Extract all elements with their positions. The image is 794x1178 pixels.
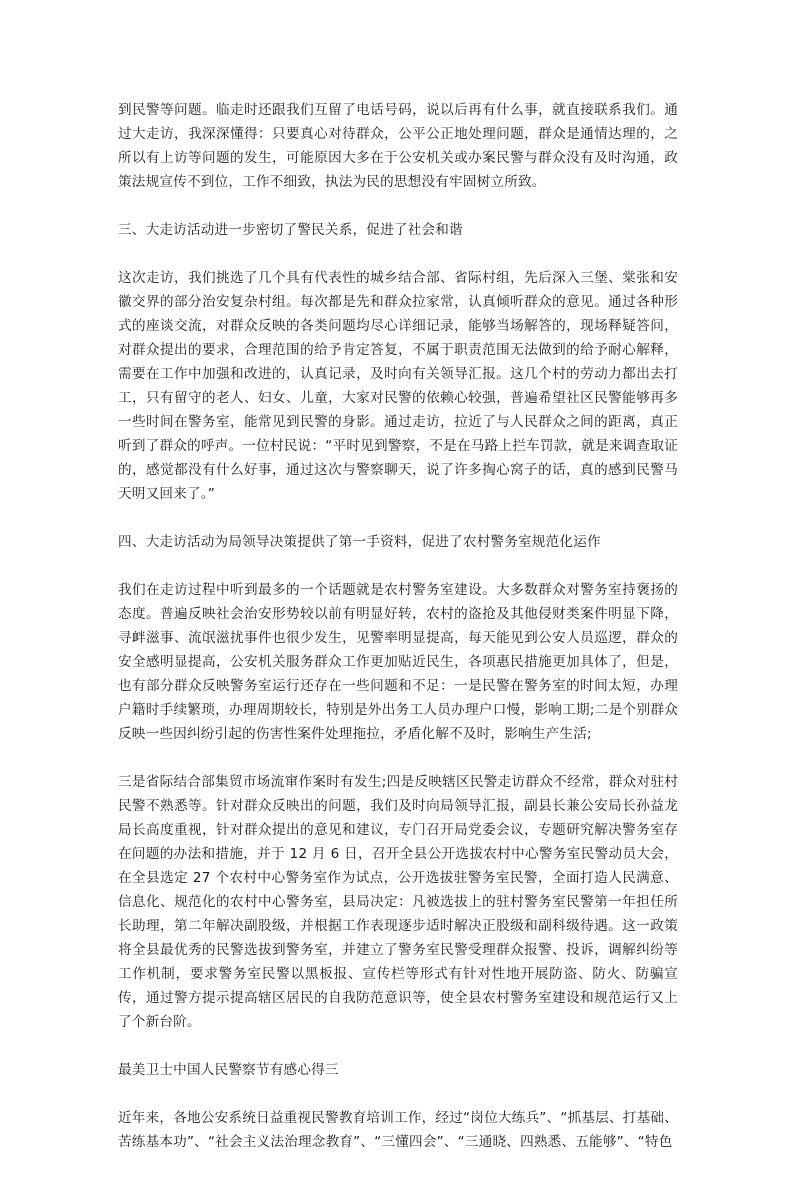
paragraph-section-four-b: 三是省际结合部集贸市场流窜作案时有发生;四是反映辖区民警走访群众不经常，群众对驻村民警不熟悉等。针对群众反映出的问题，我们及时向局领导汇报，副县长兼公安局长孙益龙局长高度重视，针对群众提出的意见和建议，专门召开局党委会议，专题研究解决警务室存在问题的办法和措施，并于 12 月 6 日，召开全县公开选拔农村中心警务室民警动员大会，在全县选定 27 个农村中心警务室作为试点，公开选拔驻警务室民警，全面打造人民满意、信息化、规范化的农村中心警务室，县局决定：凡被选拔上的驻村警务室民警第一年担任所长助理，第二年解决副股级，并根据工作表现逐步适时解决正股级和副科级待遇。这一政策将全县最优秀的民警选拔到警务室，并建立了警务室民警受理群众报警、投诉，调解纠纷等工作机制，要求警务室民警以黑板报、宣传栏等形式有针对性地开展防盗、防火、防骗宣传，通过警方提示提高辖区居民的自我防范意识等，使全县农村警务室建设和规范运行又上了个新台阶。: [118, 774, 678, 1030]
paragraph-article-three-intro: 近年来，各地公安系统日益重视民警教育培训工作，经过“岗位大练兵”、“抓基层、打基础、苦练基本功”、“社会主义法治理念教育”、“三懂四会”、“三通晓、四熟悉、五能够”、“特色: [118, 1110, 678, 1150]
paragraph-intro: 到民警等问题。临走时还跟我们互留了电话号码，说以后再有什么事，就直接联系我们。通过大走访，我深深懂得：只要真心对待群众，公平公正地处理问题，群众是通情达理的，之所以有上访等问题的发生，可能原因大多在于公安机关或办案民警与群众没有及时沟通，政策法规宣传不到位，工作不细致，执法为民的思想没有牢固树立所致。: [118, 102, 678, 190]
document-body: [118, 98, 678, 1178]
section-heading-four: 四、大走访活动为局领导决策提供了第一手资料，促进了农村警务室规范化运作: [118, 534, 601, 550]
paragraph-section-three: 这次走访，我们挑选了几个具有代表性的城乡结合部、省际村组，先后深入三堡、棠张和安徽交界的部分治安复杂村组。每次都是先和群众拉家常，认真倾听群众的意见。通过各种形式的座谈交流，对群众反映的各类问题均尽心详细记录，能够当场解答的，现场释疑答问，对群众提出的要求，合理范围的给予肯定答复，不属于职责范围无法做到的给予耐心解释，需要在工作中加强和改进的，认真记录，及时向有关领导汇报。这几个村的劳动力都出去打工，只有留守的老人、妇女、儿童，大家对民警的依赖心较强，普遍希望社区民警能够再多一些时间在警务室，能常见到民警的身影。通过走访，拉近了与人民群众之间的距离，真正听到了群众的呼声。一位村民说：“平时见到警察，不是在马路上拦车罚款，就是来调查取证的，感觉都没有什么好事，通过这次与警察聊天，说了许多掏心窝子的话，真的感到民警马天明又回来了。”: [118, 270, 678, 502]
article-title-three: 最美卫士中国人民警察节有感心得三: [118, 1062, 339, 1078]
section-heading-three: 三、大走访活动进一步密切了警民关系，促进了社会和谐: [118, 222, 463, 238]
paragraph-section-four-a: 我们在走访过程中听到最多的一个话题就是农村警务室建设。大多数群众对警务室持褒扬的态度。普遍反映社会治安形势较以前有明显好转，农村的盗抢及其他侵财类案件明显下降，寻衅滋事、流氓滋扰事件也很少发生，见警率明显提高，每天能见到公安人员巡逻，群众的安全感明显提高，公安机关服务群众工作更加贴近民生，各项惠民措施更加具体了，但是，也有部分群众反映警务室运行还存在一些问题和不足：一是民警在警务室的时间太短，办理户籍时手续繁琐，办理周期较长，特别是外出务工人员办理户口慢，影响工期;二是个别群众反映一些因纠纷引起的伤害性案件处理拖拉，矛盾化解不及时，影响生产生活;: [118, 582, 678, 742]
